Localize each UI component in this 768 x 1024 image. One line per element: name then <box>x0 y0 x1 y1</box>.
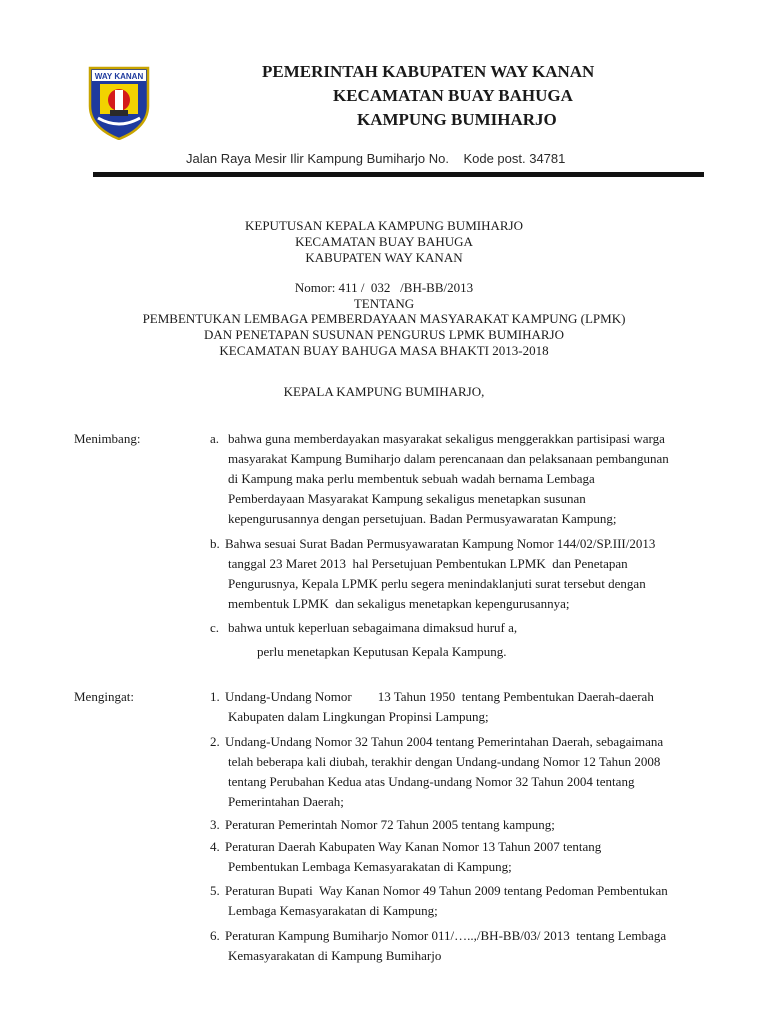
mengingat-5-line: Peraturan Bupati Way Kanan Nomor 49 Tahun 2009 tentang Pedoman Pembentukan <box>225 883 668 898</box>
menimbang-b-line: Pengurusnya, Kepala LPMK perlu segera menindaklanjuti surat tersebut dengan <box>228 576 646 591</box>
mengingat-marker-1: 1. <box>210 689 220 704</box>
mengingat-4-line: Pembentukan Lembaga Kemasyarakatan di Kampung; <box>228 859 512 874</box>
mengingat-1-line: Undang-Undang Nomor 13 Tahun 1950 tentang Pembentukan Daerah-daerah <box>225 689 654 704</box>
letterhead-government: PEMERINTAH KABUPATEN WAY KANAN <box>262 62 595 81</box>
mengingat-2-line: tentang Perubahan Kedua atas Undang-undang Nomor 32 Tahun 2004 tentang <box>228 774 635 789</box>
mengingat-marker-5: 5. <box>210 883 220 898</box>
menimbang-marker-a: a. <box>210 431 220 446</box>
mengingat-1-line: Kabupaten dalam Lingkungan Propinsi Lampung; <box>228 709 489 724</box>
menimbang-b-line: Bahwa sesuai Surat Badan Permusyawaratan Kampung Nomor 144/02/SP.III/2013 <box>225 536 656 551</box>
decree-title-1: PEMBENTUKAN LEMBAGA PEMBERDAYAAN MASYARAKAT KAMPUNG (LPMK) <box>142 311 626 326</box>
mengingat-marker-6: 6. <box>210 928 220 943</box>
menimbang-marker-b: b. <box>210 536 220 551</box>
mengingat-2-line: telah beberapa kali diubah, terakhir dengan Undang-undang Nomor 12 Tahun 2008 <box>228 754 661 769</box>
menimbang-c-line: bahwa untuk keperluan sebagaimana dimaksud huruf a, <box>228 620 518 635</box>
menimbang-a-line: Pemberdayaan Masyarakat Kampung sekaligus menetapkan susunan <box>228 491 586 506</box>
decree-title-3: KECAMATAN BUAY BAHUGA MASA BHAKTI 2013-2018 <box>219 343 549 358</box>
decree-issuer: KEPALA KAMPUNG BUMIHARJO, <box>283 384 485 399</box>
mengingat-5-line: Lembaga Kemasyarakatan di Kampung; <box>228 903 438 918</box>
mengingat-marker-3: 3. <box>210 817 220 832</box>
mengingat-2-line: Undang-Undang Nomor 32 Tahun 2004 tentang Pemerintahan Daerah, sebagaimana <box>225 734 664 749</box>
decree-title-2: DAN PENETAPAN SUSUNAN PENGURUS LPMK BUMIHARJO <box>203 327 564 342</box>
menimbang-b-line: membentuk LPMK dan sekaligus menetapkan kepengurusannya; <box>228 596 570 611</box>
mengingat-4-line: Peraturan Daerah Kabupaten Way Kanan Nomor 13 Tahun 2007 tentang <box>225 839 602 854</box>
logo-text: WAY KANAN <box>94 72 144 81</box>
letterhead-divider <box>93 172 704 177</box>
mengingat-2-line: Pemerintahan Daerah; <box>228 794 344 809</box>
menimbang-label: Menimbang: <box>74 431 141 446</box>
menimbang-a-line: masyarakat Kampung Bumiharjo dalam perencanaan dan pelaksanaan pembangunan <box>228 451 669 466</box>
menimbang-a-line: di Kampung maka perlu membentuk sebuah wadah bernama Lembaga <box>228 471 595 486</box>
mengingat-label: Mengingat: <box>74 689 134 704</box>
letterhead-district: KECAMATAN BUAY BAHUGA <box>333 86 573 105</box>
menimbang-a-line: bahwa guna memberdayakan masyarakat sekaligus menggerakkan partisipasi warga <box>228 431 665 446</box>
decree-heading-1: KEPUTUSAN KEPALA KAMPUNG BUMIHARJO <box>245 218 523 233</box>
way-kanan-emblem-icon <box>88 66 150 140</box>
letterhead-village: KAMPUNG BUMIHARJO <box>357 110 557 129</box>
mengingat-marker-4: 4. <box>210 839 220 854</box>
menimbang-b-line: tanggal 23 Maret 2013 hal Persetujuan Pembentukan LPMK dan Penetapan <box>228 556 628 571</box>
mengingat-3-line: Peraturan Pemerintah Nomor 72 Tahun 2005 tentang kampung; <box>225 817 555 832</box>
decree-heading-2: KECAMATAN BUAY BAHUGA <box>295 234 473 249</box>
mengingat-6-line: Kemasyarakatan di Kampung Bumiharjo <box>228 948 442 963</box>
letterhead-address: Jalan Raya Mesir Ilir Kampung Bumiharjo No. Kode post. 34781 <box>186 151 566 166</box>
decree-number: Nomor: 411 / 032 /BH-BB/2013 <box>294 280 474 295</box>
menimbang-a-line: kepengurusannya dengan persetujuan. Badan Permusyawaratan Kampung; <box>228 511 617 526</box>
menimbang-c-line: perlu menetapkan Keputusan Kepala Kampung. <box>257 644 507 659</box>
mengingat-6-line: Peraturan Kampung Bumiharjo Nomor 011/…..,/BH-BB/03/ 2013 tentang Lembaga <box>225 928 667 943</box>
decree-tentang: TENTANG <box>353 296 415 311</box>
mengingat-marker-2: 2. <box>210 734 220 749</box>
decree-heading-3: KABUPATEN WAY KANAN <box>305 250 463 265</box>
menimbang-marker-c: c. <box>210 620 220 635</box>
